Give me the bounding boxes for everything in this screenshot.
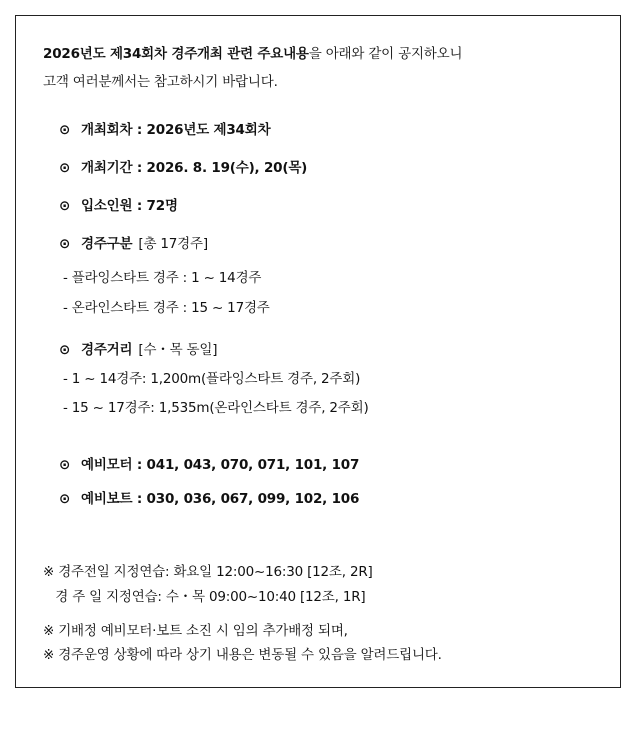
division-line-1: - 플라잉스타트 경주 : 1 ~ 14경주	[63, 270, 262, 286]
bullet-icon: ⊙	[59, 122, 71, 138]
bullet-icon: ⊙	[59, 491, 71, 507]
note-2: 경 주 일 지정연습: 수・목 09:00~10:40 [12조, 1R]	[43, 589, 366, 605]
item-distance	[59, 340, 217, 360]
division-label: 경주구분	[81, 236, 133, 252]
dates-text: 개최기간 : 2026. 8. 19(수), 20(목)	[81, 160, 308, 176]
intro-line-1	[43, 44, 462, 64]
note-3: ※ 기배정 예비모터·보트 소진 시 임의 추가배정 되며,	[43, 623, 348, 639]
division-line-2: - 온라인스타트 경주 : 15 ~ 17경주	[63, 300, 270, 316]
bullet-icon: ⊙	[59, 198, 71, 214]
intro-line-2: 고객 여러분께서는 참고하시기 바랍니다.	[43, 74, 278, 90]
item-spare-motors	[59, 455, 359, 475]
item-division	[59, 234, 208, 254]
bullet-icon: ⊙	[59, 457, 71, 473]
item-racers	[59, 196, 178, 216]
bullet-icon: ⊙	[59, 160, 71, 176]
intro-rest: 을 아래와 같이 공지하오니	[308, 46, 463, 62]
note-1: ※ 경주전일 지정연습: 화요일 12:00~16:30 [12조, 2R]	[43, 564, 373, 580]
session-text: 개최회차 : 2026년도 제34회차	[81, 122, 271, 138]
spare-motors-text: 예비모터 : 041, 043, 070, 071, 101, 107	[81, 457, 360, 473]
item-dates	[59, 158, 307, 178]
bullet-icon: ⊙	[59, 236, 71, 252]
intro-highlight: 2026년도 제34회차 경주개최 관련 주요내용	[43, 46, 309, 62]
distance-line-2: - 15 ~ 17경주: 1,535m(온라인스타트 경주, 2주회)	[63, 400, 369, 416]
racers-text: 입소인원 : 72명	[81, 198, 178, 214]
spare-boats-text: 예비보트 : 030, 036, 067, 099, 102, 106	[81, 491, 360, 507]
division-note: [총 17경주]	[138, 236, 208, 252]
item-spare-boats	[59, 489, 359, 509]
item-session	[59, 120, 270, 140]
bullet-icon: ⊙	[59, 342, 71, 358]
distance-line-1: - 1 ~ 14경주: 1,200m(플라잉스타트 경주, 2주회)	[63, 371, 361, 387]
note-4: ※ 경주운영 상황에 따라 상기 내용은 변동될 수 있음을 알려드립니다.	[43, 647, 442, 663]
distance-note: [수・목 동일]	[138, 342, 218, 358]
distance-label: 경주거리	[81, 342, 133, 358]
